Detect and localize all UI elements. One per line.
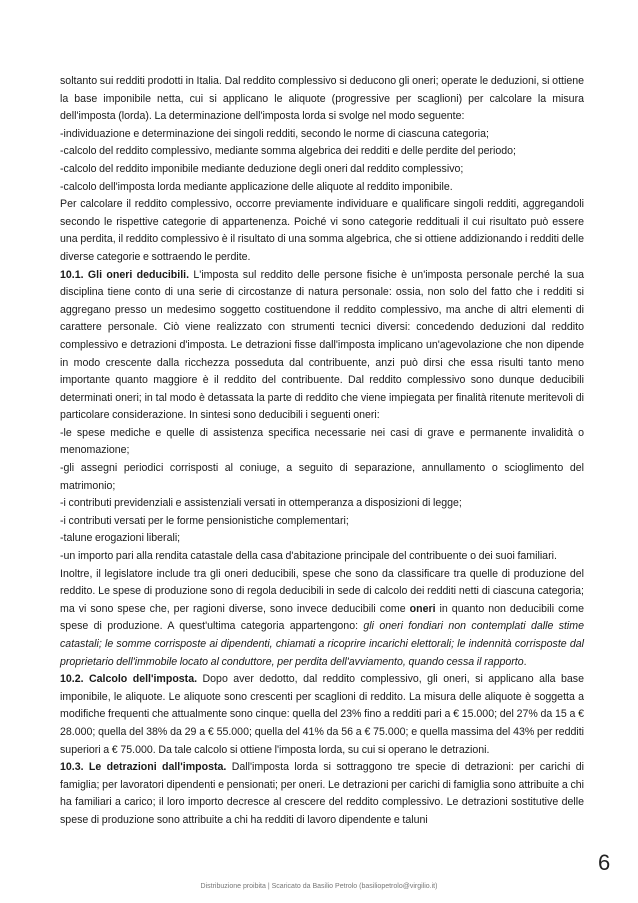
text-run: Inoltre, il legislatore include tra gli oneri deducibili, spese che sono da classificare tra quelle di produzione del reddito. Le spese di produzione sono di regola deducibili in sede di calcolo dei redditi netti di ciascuna categoria; ma vi sono spese che, per ragioni diverse, sono invece deducibili come	[60, 567, 584, 615]
section-10-1	[60, 267, 584, 425]
italic-list: gli oneri fondiari non contemplati dalle stime catastali; le somme corrisposte ai dipendenti, chiamati a ricoprire incarichi elettorali; le indennità corrisposte dal proprietario dell'immobile locato al conduttore, per perdita dell'avviamento, quando cessa il rapporto	[60, 620, 584, 668]
document-body	[60, 73, 584, 830]
section-text: Dall'imposta lorda si sottraggono tre specie di detrazioni: per carichi di famiglia; per lavoratori dipendenti e pensionati; per oneri. Le detrazioni per carichi di famiglia sono attribuite a chi ha familiari a carico; il loro importo decresce al crescere del reddito complessivo. Le detrazioni sostitutive delle spese di produzione sono attribuite a chi ha redditi di lavoro dipendente e taluni	[60, 761, 584, 826]
section-text: Dopo aver dedotto, dal reddito complessivo, gli oneri, si applicano alla base imponibile, le aliquote. Le aliquote sono crescenti per scaglioni di reddito. La misura delle aliquote è soggetta a modifiche frequenti che attualmente sono cinque: quella del 23% fino a redditi pari a € 15.000; del 27% da 15 a € 28.000; quella del 38% da 29 a € 55.000; quella del 41% da 56 a € 75.000; e quella massima del 43% per redditi superiori a € 75.000. Da tale calcolo si ottiene l'imposta lorda, su cui si operano le detrazioni.	[60, 673, 584, 756]
list-item: -talune erogazioni liberali;	[60, 532, 181, 545]
section-heading: 10.1. Gli oneri deducibili.	[60, 268, 190, 281]
bold-term: oneri	[409, 602, 436, 615]
page-number: 6	[598, 850, 611, 875]
list-item: -calcolo del reddito complessivo, mediante somma algebrica dei redditi e delle perdite del periodo;	[60, 145, 517, 158]
section-heading: 10.2. Calcolo dell'imposta.	[60, 673, 198, 686]
text-run: in quanto non deducibili come spese di produzione. A quest'ultima categoria appartengono:	[60, 602, 584, 633]
list-item: -calcolo del reddito imponibile mediante deduzione degli oneri dal reddito complessivo;	[60, 162, 464, 175]
list-item: -gli assegni periodici corrisposti al coniuge, a seguito di separazione, annullamento o scioglimento del matrimonio;	[60, 462, 584, 492]
paragraph-reddito-complessivo: Per calcolare il reddito complessivo, occorre previamente individuare e qualificare singoli redditi, aggregandoli secondo le rispettive categorie di appartenenza. Poiché vi sono categorie reddituali il cui risultato può essere una perdita, il reddito complessivo è il risultato di una somma algebrica, che si ottiene addizionando i redditi delle diverse categorie e sottraendo le perdite.	[60, 198, 584, 263]
footer-note: Distribuzione proibita | Scaricato da Basilio Petrolo (basiliopetrolo@virgilio.it)	[200, 883, 438, 890]
text-run: .	[523, 655, 527, 668]
list-item: -calcolo dell'imposta lorda mediante applicazione delle aliquote al reddito imponibile.	[60, 180, 453, 193]
list-item: -i contributi previdenziali e assistenziali versati in ottemperanza a disposizioni di legge;	[60, 497, 462, 510]
list-item: -un importo pari alla rendita catastale della casa d'abitazione principale del contribuente o dei suoi familiari.	[60, 550, 557, 563]
intro-paragraph: soltanto sui redditi prodotti in Italia. Dal reddito complessivo si deducono gli oneri; operate le deduzioni, si ottiene la base imponibile netta, cui si applicano le aliquote (progressive per scaglioni) per calcolare la misura dell'imposta (lorda). La determinazione dell'imposta lorda si svolge nel modo seguente:	[60, 75, 584, 123]
section-heading: 10.3. Le detrazioni dall'imposta.	[60, 761, 227, 774]
section-10-3	[60, 759, 584, 829]
section-10-2	[60, 671, 584, 759]
paragraph-oneri-produzione	[60, 566, 584, 672]
section-text: L'imposta sul reddito delle persone fisiche è un'imposta personale perché la sua disciplina tiene conto di una serie di circostanze di natura personale: ossia, non solo del fatto che i redditi si aggregano presso un medesimo soggetto costituendone il reddito complessivo, ma anche di altri elementi di carattere personale. Ciò viene realizzato con strumenti tecnici diversi: concedendo deduzioni dal reddito complessivo e detrazioni d'imposta. Le detrazioni fisse dall'imposta implicano un'agevolazione che non dipende in modo crescente dalla ricchezza posseduta dal contribuente, anzi può dirsi che essa risulti tanto meno importante quanto maggiore è il reddito del contribuente. Dal reddito complessivo sono dunque deducibili determinati oneri; in tal modo è detassata la parte di reddito che viene impiegata per finalità ritenute meritevoli di particolare considerazione. In sintesi sono deducibili i seguenti oneri:	[60, 268, 584, 422]
list-item: -individuazione e determinazione dei singoli redditi, secondo le norme di ciascuna categoria;	[60, 127, 489, 140]
list-item: -i contributi versati per le forme pensionistiche complementari;	[60, 514, 349, 527]
list-item: -le spese mediche e quelle di assistenza specifica necessarie nei casi di grave e permanente invalidità o menomazione;	[60, 426, 584, 457]
